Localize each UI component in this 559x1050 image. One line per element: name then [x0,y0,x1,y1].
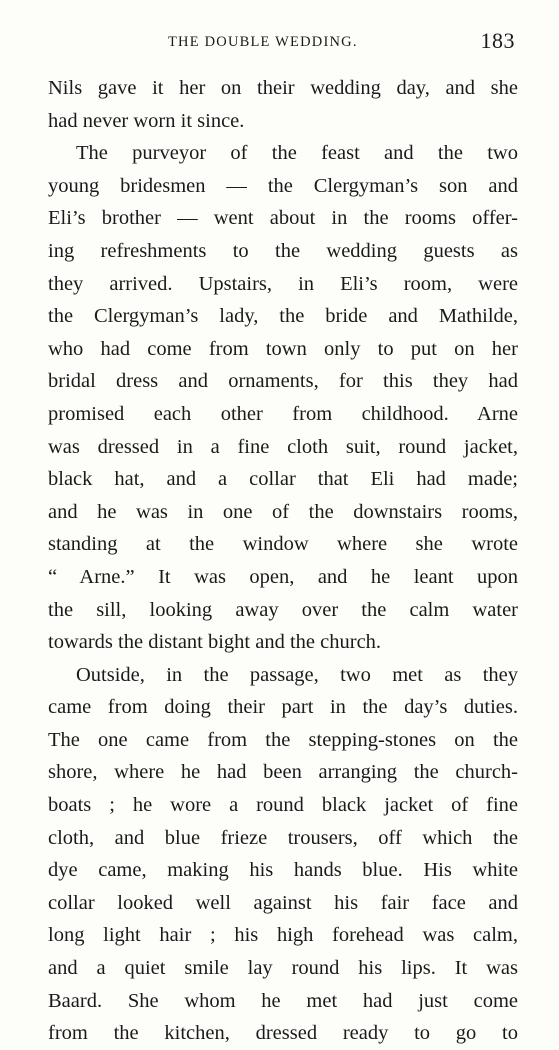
text-line: came from doing their part in the day’s duties. [48,696,518,719]
text-line: who had come from town only to put on her [48,337,518,360]
text-line: ing refreshments to the wedding guests as [48,239,518,262]
text-line: Nils gave it her on their wedding day, and she [48,77,518,99]
text-line: and he was in one of the downstairs rooms, [48,500,518,523]
page-number: 183 [480,28,515,53]
text-line: the Clergyman’s lady, the bride and Mathilde, [48,305,518,328]
page-header [48,28,515,58]
text-line: “ Arne.” It was open, and he leant upon [48,565,518,588]
text-line: The purveyor of the feast and the two [76,142,518,165]
text-line: towards the distant bight and the church. [48,631,382,654]
text-line: boats ; he wore a round black jacket of fine [48,794,518,817]
text-line: and a quiet smile lay round his lips. It was [48,957,518,980]
running-head: THE DOUBLE WEDDING. [168,34,358,50]
text-line: cloth, and blue frieze trousers, off which the [48,826,518,849]
text-line: Baard. She whom he met had just come [48,989,518,1012]
text-line: collar looked well against his fair face and [48,891,518,914]
text-line: young bridesmen — the Clergyman’s son and [48,174,518,197]
text-line: The one came from the stepping-stones on the [48,728,518,751]
text-line: Eli’s brother — went about in the rooms offer- [48,207,518,230]
text-line: the sill, looking away over the calm water [48,598,518,621]
text-line: promised each other from childhood. Arne [48,402,518,425]
text-line: dye came, making his hands blue. His white [48,859,518,882]
body-text [48,72,518,1050]
text-line: Outside, in the passage, two met as they [76,663,518,686]
text-line: from the kitchen, dressed ready to go to [48,1022,518,1045]
text-line: standing at the window where she wrote [48,533,518,556]
text-line: they arrived. Upstairs, in Eli’s room, were [48,272,518,295]
text-line: bridal dress and ornaments, for this they had [48,370,518,393]
text-line: shore, where he had been arranging the church- [48,761,518,784]
text-line: had never worn it since. [48,109,245,132]
text-line: was dressed in a fine cloth suit, round jacket, [48,435,518,458]
text-line: black hat, and a collar that Eli had made; [48,468,518,491]
text-line: long light hair ; his high forehead was calm, [48,924,518,947]
